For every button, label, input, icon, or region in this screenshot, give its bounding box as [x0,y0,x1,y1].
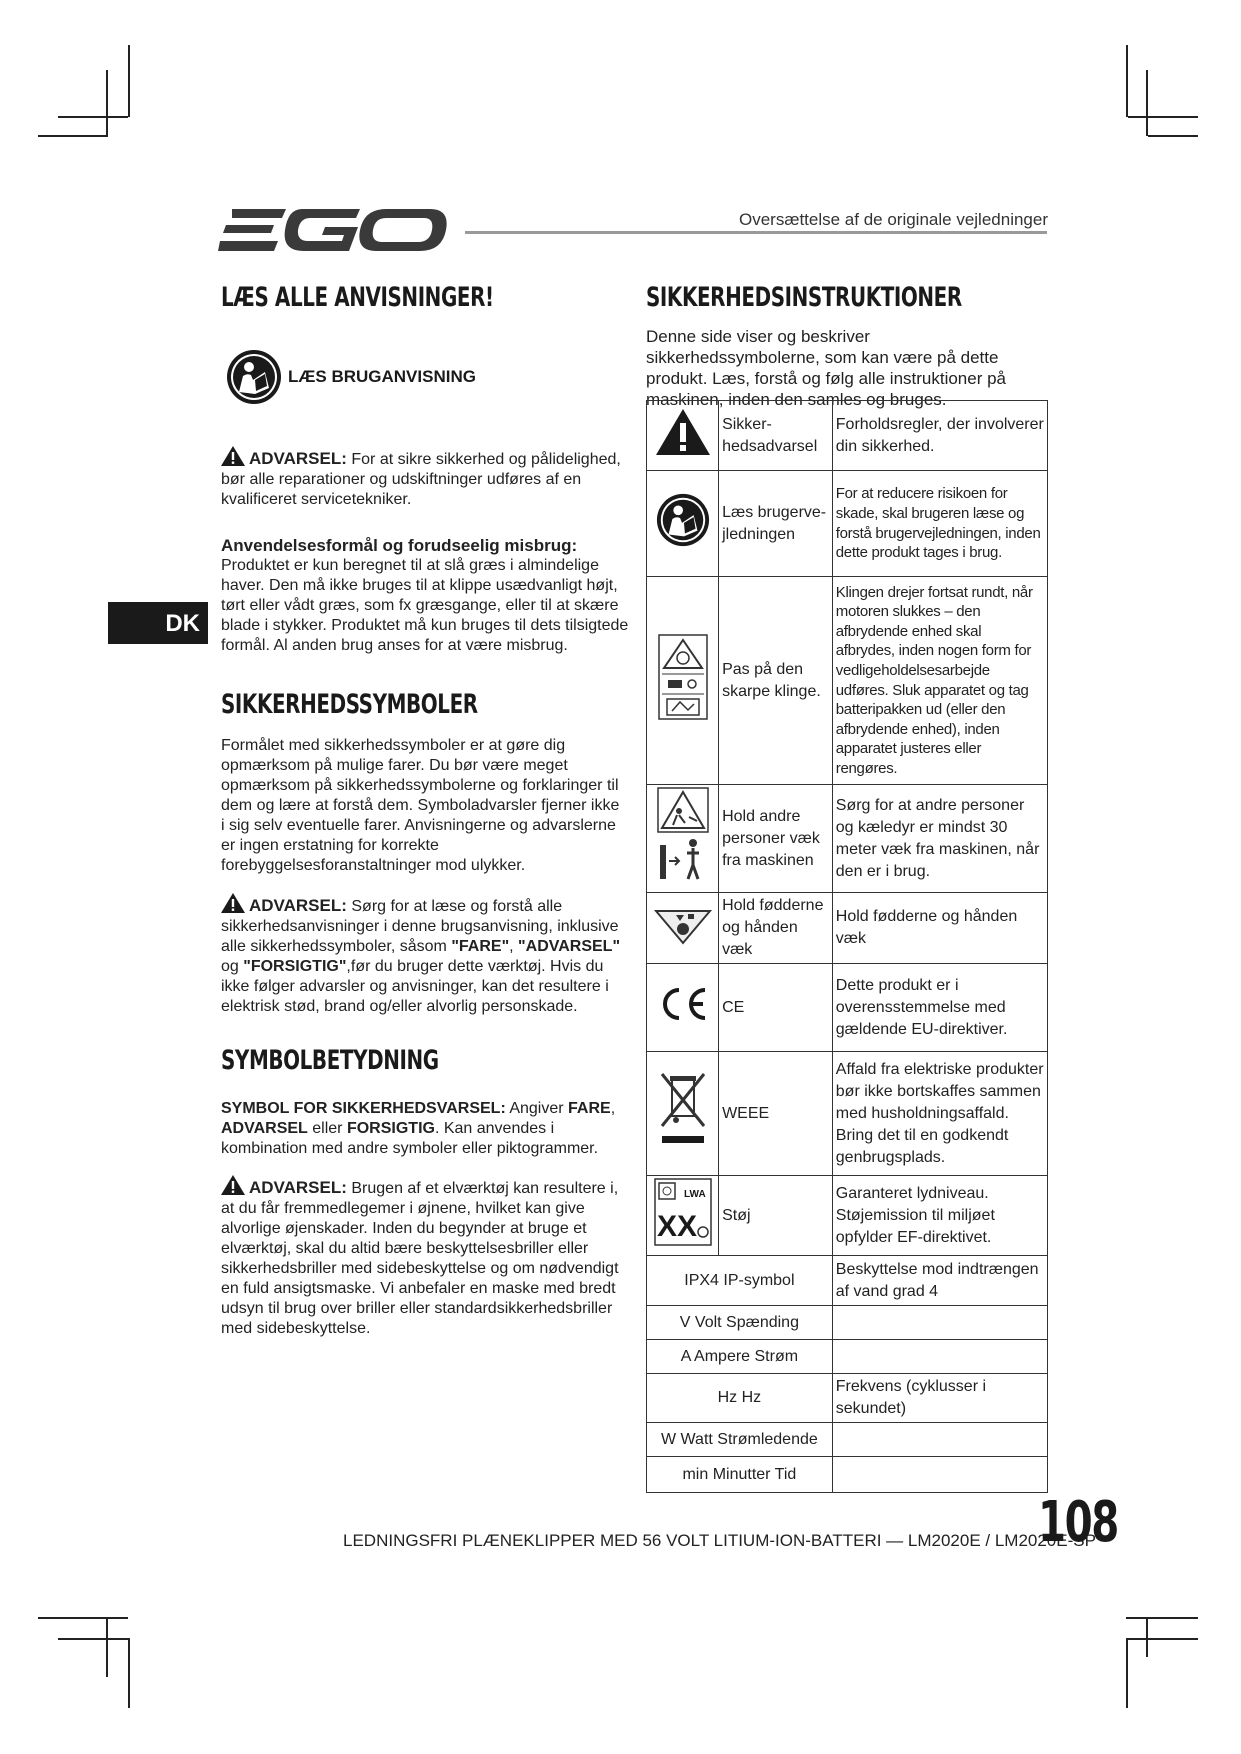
read-manual-icon [225,348,283,406]
warning-triangle-icon [221,893,245,913]
table-row [647,1340,1048,1374]
table-row [647,1176,1048,1256]
feet-hands-icon [654,905,712,945]
warning-triangle-icon [221,446,245,466]
symbol-description: Klingen drejer fortsat rundt, når motoren slukkes – den afbrydende enhed skal afbrydes, inden nogen form for vedligeholdelsesarbejde udføres. Sluk apparatet og tag batteripakken ud (eller den afbrydende enhed), inden apparatet justeres eller rengøres. [832,577,1047,785]
symbol-description: Affald fra elektriske produkter bør ikke bortskaffes sammen med husholdningsaffald. Bring det til en godkendt genbrugsplads. [832,1052,1047,1176]
warning-label: ADVARSEL: [249,449,347,468]
symbol-abbrev: V Volt Spænding [647,1306,833,1340]
separator: og [221,958,244,975]
symbol-name: Hold andre personer væk fra maskinen [719,785,833,893]
read-manual-label: LÆS BRUGANVISNING [288,367,476,386]
symbol-description: Beskyttelse mod indtrængen af vand grad 4 [832,1256,1047,1306]
crop-mark [106,1617,108,1677]
table-row [647,964,1048,1052]
symbol-name: CE [719,964,833,1052]
table-row [647,1423,1048,1457]
symbol-name: Pas på den skarpe klinge. [719,577,833,785]
symbol-description [832,1306,1047,1340]
read-manual-icon [655,492,711,548]
warning-text: Brugen af et elværktøj kan resultere i, at du får fremmedlegemer i øjnene, hvilket kan give alvorlige øjenskader. Inden du begynder at bruge et elværktøj, skal du altid bære beskyttelsesbriller eller sikkerhedsbriller med sidebeskyttelse og om nødvendigt en fuld ansigtsmaske. Vi anbefaler en maske med bredt udsyn til brug over briller eller standardsikkerhedsbriller med sidebeskyttelse. [221,1180,619,1337]
warning-read-instructions [221,893,631,1017]
crop-mark [128,45,130,117]
fare-keyword: "FARE" [451,938,510,955]
symbol-name: Støj [719,1176,833,1256]
warning-eye-protection [221,1175,631,1339]
forsigtig-keyword: FORSIGTIG [346,1120,435,1137]
symbol-name: WEEE [719,1052,833,1176]
intended-use-heading: Anvendelsesformål og forudseelig misbrug: [221,536,578,555]
warning-triangle-icon [221,1175,245,1195]
symbol-description: Hold fødderne og hånden væk [832,893,1047,964]
symbol-text: . Kan anvendes i kombination med andre symboler eller piktogrammer. [221,1120,599,1157]
safety-symbols-text: Formålet med sikkerhedssymboler er at gøre dig opmærksom på mulige farer. Du bør være meget opmærksom på sikkerhedssymbolerne og forklaringer til dem og lære at forstå dem. Symboladvarsler fjerner ikke i sig selv eventuelle farer. Anvisningerne og advarslerne er ingen erstatning for korrekte forebyggelsesforanstaltninger mod ulykker. [221,737,620,874]
crop-mark [106,70,108,136]
advarsel-keyword: "ADVARSEL" [518,938,621,955]
table-row [647,471,1048,577]
table-row [647,1374,1048,1423]
warning-text: ,før du bruger dette værktøj. Hvis du ikke følger advarsler og anvisninger, kan det resultere i elektrisk stød, brand og/eller alvorlig personskade. [221,958,609,1015]
warning-label: ADVARSEL: [249,1178,347,1197]
symbol-abbrev: IPX4 IP-symbol [647,1256,833,1306]
crop-mark [58,1638,130,1640]
crop-mark [1146,70,1148,136]
safety-instructions-heading: SIKKERHEDSINSTRUKTIONER [646,282,962,313]
symbol-text: Angiver [505,1100,569,1117]
noise-icon [654,1178,712,1246]
symbol-abbrev: Hz Hz [647,1374,833,1423]
symbol-description [832,1423,1047,1457]
table-row [647,401,1048,471]
table-cell-icon [647,1052,719,1176]
table-row [647,577,1048,785]
crop-mark [128,1638,130,1708]
symbol-label: SYMBOL FOR SIKKERHEDSVARSEL: [221,1100,506,1117]
separator: , [509,938,519,955]
ce-mark-icon [657,984,709,1024]
symbol-description [832,1457,1047,1493]
symbol-meaning-heading: SYMBOLBETYDNING [221,1045,439,1076]
crop-mark [38,135,108,137]
symbol-description: Dette produkt er i overensstemmelse med gældende EU-direktiver. [832,964,1047,1052]
symbol-abbrev: W Watt Strømledende [647,1423,833,1457]
crop-mark [1126,1617,1198,1619]
table-cell-icon [647,1176,719,1256]
ego-logo [218,205,448,255]
language-tab-dk: DK [108,602,208,644]
table-row [647,1052,1048,1176]
table-cell-icon [647,785,719,893]
symbol-name: Læs brugerve-jledningen [719,471,833,577]
page-number: 108 [1038,1490,1118,1555]
forsigtig-keyword: "FORSIGTIG" [243,958,347,975]
crop-mark [58,116,128,118]
safety-instructions-intro: Denne side viser og beskriver sikkerhedssymbolerne, som kan være på dette produkt. Læs, forstå og følg alle instruktioner på maskinen, inden den samles og bruges. [646,327,1007,409]
warning-text: Sørg for at læse og forstå alle sikkerhedsanvisninger i denne brugsanvisning, inklusive alle sikkerhedssymboler, såsom [221,898,619,955]
sharp-blade-icon [658,634,708,720]
crop-mark [1148,135,1198,137]
symbol-description: Sørg for at andre personer og kæledyr er mindst 30 meter væk fra maskinen, når den er i brug. [832,785,1047,893]
safety-symbols-heading: SIKKERHEDSSYMBOLER [221,689,478,720]
symbol-description: Forholdsregler, der involverer din sikkerhed. [832,401,1047,471]
separator: eller [307,1120,347,1137]
symbol-meaning-text [221,1099,629,1159]
symbol-name: Hold fødderne og hånden væk [719,893,833,964]
intended-use-text: Produktet er kun beregnet til at slå græs i almindelige haver. Den må ikke bruges til at klippe usædvanligt højt, tørt eller vådt græs, som fx græsgange, eller til at skære blade i stykker. Produktet må kun bruges til dets tilsigtede formål. Al anden brug anses for at være misbrug. [221,557,629,654]
crop-mark [1146,1617,1148,1657]
warning-text: For at sikre sikkerhed og pålidelighed, bør alle reparationer og udskiftninger udføres af en kvalificeret servicetekniker. [221,451,621,508]
crop-mark [1126,1638,1128,1708]
symbol-name: Sikker-hedsadvarsel [719,401,833,471]
header-rule [465,231,1047,234]
symbol-description: Garanteret lydniveau. Støjemission til miljøet opfylder EF-direktivet. [832,1176,1047,1256]
symbol-description [832,1340,1047,1374]
table-cell-icon [647,577,719,785]
footer-title: LEDNINGSFRI PLÆNEKLIPPER MED 56 VOLT LITIUM-ION-BATTERI — LM2020E / LM2020E-SP [343,1531,1096,1550]
symbol-abbrev: A Ampere Strøm [647,1340,833,1374]
crop-mark [1126,45,1128,117]
table-cell-icon [647,401,719,471]
symbol-table [646,400,1048,1493]
crop-mark [38,1617,128,1619]
table-row [647,1306,1048,1340]
svg-text:LWA: LWA [683,1189,706,1200]
advarsel-keyword: ADVARSEL [221,1120,308,1137]
symbol-abbrev: min Minutter Tid [647,1457,833,1493]
table-row [647,893,1048,964]
svg-text:XX: XX [656,1210,697,1243]
warning-repairs [221,446,621,510]
crop-mark [1128,116,1198,118]
table-cell-icon [647,893,719,964]
table-row [647,1256,1048,1306]
read-all-heading: LÆS ALLE ANVISNINGER! [221,282,494,313]
symbol-description: For at reducere risikoen for skade, skal brugeren læse og forstå brugervejledningen, inden dette produkt tages i brug. [832,471,1047,577]
bystander-icon [657,787,709,883]
symbol-description: Frekvens (cyklusser i sekundet) [832,1374,1047,1423]
separator: , [610,1100,616,1117]
header-subtitle: Oversættelse af de originale vejledninger [738,210,1048,229]
weee-icon [658,1070,708,1150]
table-cell-icon [647,471,719,577]
warning-label: ADVARSEL: [249,896,347,915]
table-row [647,1457,1048,1493]
fare-keyword: FARE [568,1100,611,1117]
safety-alert-icon [654,407,712,457]
table-cell-icon [647,964,719,1052]
crop-mark [1128,1638,1198,1640]
table-row [647,785,1048,893]
